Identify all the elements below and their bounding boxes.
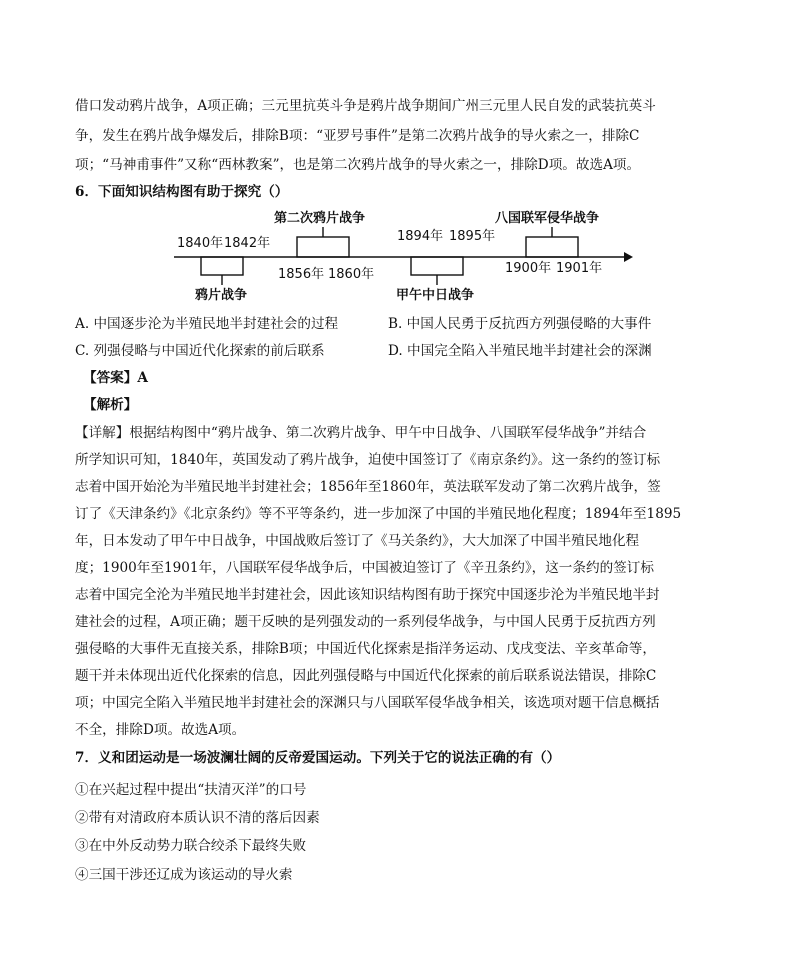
option-c: C. 列强侵略与中国近代化探索的前后联系 (75, 343, 325, 359)
detail-line-2: 所学知识可知，1840年，英国发动了鸦片战争，迫使中国签订了《南京条约》。这一条约的签订标 (75, 452, 661, 468)
detail-line-6: 度；1900年至1901年，八国联军侵华战争后，中国被迫签订了《辛丑条约》，这一条约的签订标 (75, 560, 654, 576)
detail-line-9: 强侵略的大事件无直接关系，排除B项；中国近代化探索是指洋务运动、戊戌变法、辛亥革命等， (75, 641, 656, 657)
q7-item-1: ①在兴起过程中提出“扶清灭洋”的口号 (75, 782, 307, 798)
option-a: A. 中国逐步沦为半殖民地半封建社会的过程 (75, 316, 339, 332)
paragraph-line-1: 借口发动鸦片战争，A项正确；三元里抗英斗争是鸦片战争期间广州三元里人民自发的武装抗英斗 (75, 98, 656, 114)
detail-line-7: 志着中国完全沦为半殖民地半封建社会，因此该知识结构图有助于探究中国逐步沦为半殖民地半封 (75, 587, 660, 603)
year-label-1842: 1842年 (224, 236, 271, 251)
q7-item-3: ③在中外反动势力联合绞杀下最终失败 (75, 838, 307, 854)
question-7-stem: 7．义和团运动是一场波澜壮阔的反帝爱国运动。下列关于它的说法正确的有（） (75, 750, 561, 766)
year-label-1894: 1894年 (397, 229, 444, 244)
option-b: B. 中国人民勇于反抗西方列强侵略的大事件 (388, 316, 652, 332)
war-name-eight-nation: 八国联军侵华战争 (495, 211, 600, 226)
war-name-sino-japanese: 甲午中日战争 (396, 288, 475, 303)
question-6-stem: 6．下面知识结构图有助于探究（） (75, 184, 289, 200)
detail-line-1: 【详解】根据结构图中“鸦片战争、第二次鸦片战争、甲午中日战争、八国联军侵华战争”并结合 (75, 425, 647, 441)
year-label-1856: 1856年 (278, 267, 325, 282)
war-name-opium: 鸦片战争 (195, 288, 248, 303)
war-bracket-eight-nation (526, 237, 578, 257)
detail-line-10: 题干并未体现出近代化探索的信息，因此列强侵略与中国近代化探索的前后联系说法错误，排除C (75, 668, 657, 684)
timeline-diagram (0, 0, 793, 310)
detail-line-11: 项；中国完全陷入半殖民地半封建社会的深渊只与八国联军侵华战争相关，该选项对题干信息概括 (75, 695, 660, 711)
analysis-label: 【解析】 (83, 397, 138, 413)
war-bracket-opium (201, 257, 243, 275)
q7-item-2: ②带有对清政府本质认识不清的落后因素 (75, 810, 320, 826)
year-label-1895: 1895年 (449, 229, 496, 244)
detail-line-3: 志着中国开始沦为半殖民地半封建社会；1856年至1860年，英法联军发动了第二次鸦片战争，签 (75, 479, 661, 495)
q7-item-4: ④三国干涉还辽成为该运动的导火索 (75, 867, 293, 883)
detail-line-5: 年，日本发动了甲午中日战争，中国战败后签订了《马关条约》，大大加深了中国半殖民地化程 (75, 533, 640, 549)
year-label-1901: 1901年 (556, 261, 603, 276)
answer-label: 【答案】A (83, 370, 148, 386)
war-bracket-second-opium (297, 237, 349, 257)
option-d: D. 中国完全陷入半殖民地半封建社会的深渊 (388, 343, 652, 359)
detail-line-8: 建社会的过程，A项正确；题干反映的是列强发动的一系列侵华战争，与中国人民勇于反抗西方列 (75, 614, 656, 630)
war-name-second-opium: 第二次鸦片战争 (274, 211, 366, 226)
paragraph-line-2: 争，发生在鸦片战争爆发后，排除B项：“亚罗号事件”是第二次鸦片战争的导火索之一，排除C (75, 128, 640, 144)
paragraph-line-3: 项；“马神甫事件”又称“西林教案”，也是第二次鸦片战争的导火索之一，排除D项。故选A项。 (75, 157, 641, 173)
timeline-arrow (624, 252, 633, 262)
year-label-1840: 1840年 (177, 236, 224, 251)
detail-line-4: 订了《天津条约》《北京条约》等不平等条约，进一步加深了中国的半殖民地化程度；1894年至1895 (75, 506, 682, 522)
detail-line-12: 不全，排除D项。故选A项。 (75, 722, 246, 738)
year-label-1900: 1900年 (505, 261, 552, 276)
war-bracket-sino-japanese (411, 257, 463, 275)
year-label-1860: 1860年 (328, 267, 375, 282)
